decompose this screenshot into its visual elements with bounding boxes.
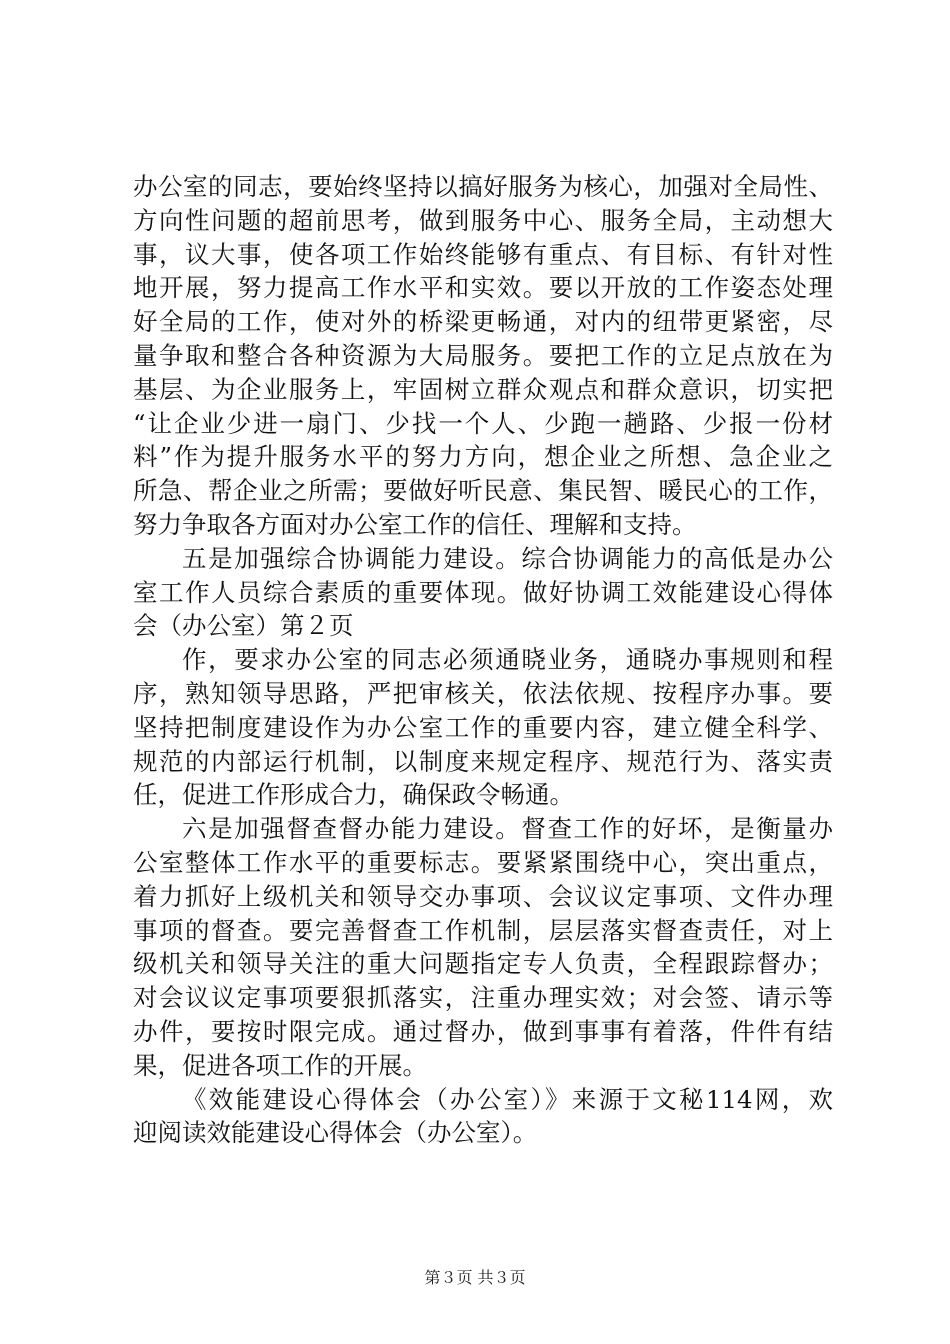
text-line: 公室整体工作水平的重要标志。要紧紧围绕中心，突出重点， <box>133 847 833 877</box>
text-line: 级机关和领导关注的重大问题指定专人负责，全程跟踪督办； <box>133 949 833 979</box>
text-line: 事，议大事，使各项工作始终能够有重点、有目标、有针对性 <box>133 239 833 269</box>
text-line: 料”作为提升服务水平的努力方向，想企业之所想、急企业之 <box>133 442 833 472</box>
text-line: 努力争取各方面对办公室工作的信任、理解和支持。 <box>133 509 697 539</box>
text-line: 果，促进各项工作的开展。 <box>133 1050 427 1080</box>
text-line: 室工作人员综合素质的重要体现。做好协调工效能建设心得体 <box>133 577 833 607</box>
text-line: 迎阅读效能建设心得体会（办公室）。 <box>133 1118 538 1148</box>
text-line: 地开展，努力提高工作水平和实效。要以开放的工作姿态处理 <box>133 273 833 303</box>
text-line: 着力抓好上级机关和领导交办事项、会议议定事项、文件办理 <box>133 881 833 911</box>
text-line: “让企业少进一扇门、少找一个人、少跑一趟路、少报一份材 <box>133 408 833 438</box>
text-line: 办公室的同志，要始终坚持以搞好服务为核心，加强对全局性、 <box>133 172 833 201</box>
text-line: 五是加强综合协调能力建设。综合协调能力的高低是办公 <box>182 543 833 573</box>
text-line: 办件，要按时限完成。通过督办，做到事事有着落，件件有结 <box>133 1016 833 1046</box>
text-line: 六是加强督查督办能力建设。督查工作的好坏，是衡量办 <box>182 814 833 844</box>
text-line: 任，促进工作形成合力，确保政令畅通。 <box>133 780 574 810</box>
text-line: 量争取和整合各种资源为大局服务。要把工作的立足点放在为 <box>133 340 833 370</box>
text-line: 方向性问题的超前思考，做到服务中心、服务全局，主动想大 <box>133 205 833 235</box>
text-line: 事项的督查。要完善督查工作机制，层层落实督查责任，对上 <box>133 915 833 945</box>
page-footer: 第３页 共３页 <box>424 1268 526 1287</box>
text-line: 基层、为企业服务上，牢固树立群众观点和群众意识，切实把 <box>133 374 833 404</box>
text-line: 会（办公室）第２页 <box>133 611 354 641</box>
text-line: 好全局的工作，使对外的桥梁更畅通，对内的纽带更紧密，尽 <box>133 307 833 337</box>
text-line: 序，熟知领导思路，严把审核关，依法依规、按程序办事。要 <box>133 678 833 708</box>
text-line: 坚持把制度建设作为办公室工作的重要内容，建立健全科学、 <box>133 712 833 742</box>
text-line: 作，要求办公室的同志必须通晓业务，通晓办事规则和程 <box>182 645 833 675</box>
text-line: 规范的内部运行机制，以制度来规定程序、规范行为、落实责 <box>133 746 833 776</box>
text-line: 《效能建设心得体会（办公室）》来源于文秘114网，欢 <box>182 1084 833 1114</box>
text-line: 所急、帮企业之所需；要做好听民意、集民智、暖民心的工作， <box>133 476 833 506</box>
document-body <box>133 170 833 1150</box>
text-line: 对会议议定事项要狠抓落实，注重办理实效；对会签、请示等 <box>133 983 833 1013</box>
